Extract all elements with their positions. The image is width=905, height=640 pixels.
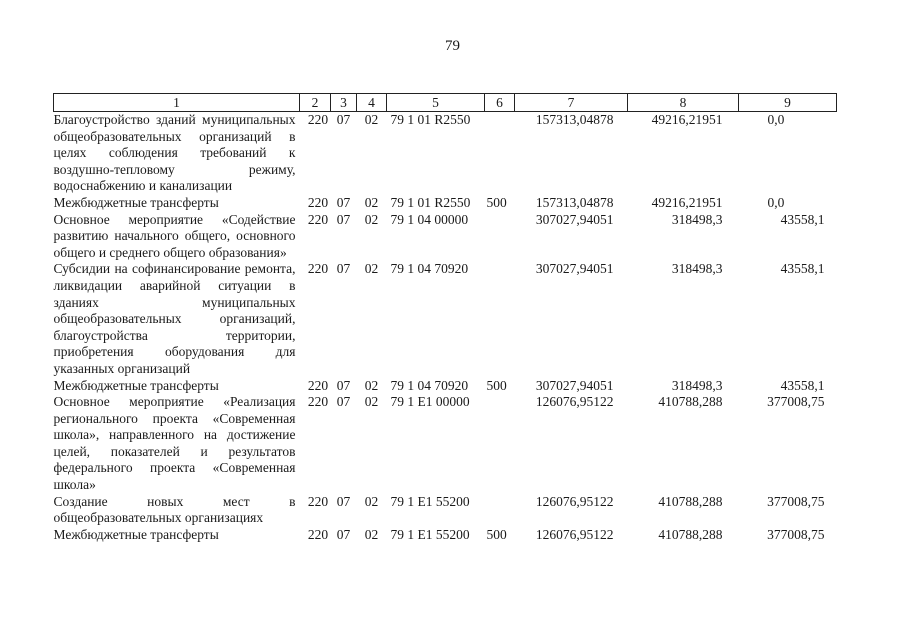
table-row bbox=[54, 261, 837, 377]
cell-c4: 02 bbox=[364, 493, 379, 509]
budget-table bbox=[53, 93, 837, 543]
cell-c6: 500 bbox=[486, 526, 507, 542]
cell-c2: 220 bbox=[307, 112, 329, 127]
cell-c7: 126076,95122 bbox=[535, 526, 614, 542]
cell-c7: 307027,94051 bbox=[535, 261, 614, 277]
row-description: Межбюджетные трансферты bbox=[53, 526, 219, 542]
cell-c8: 318498,3 bbox=[671, 261, 723, 277]
cell-c5: 79 1 04 70920 bbox=[390, 261, 469, 277]
cell-c4: 02 bbox=[364, 526, 379, 542]
table-row bbox=[54, 527, 837, 544]
row-description: Основное мероприятие «Содействие развитию начального общего, основного общего и среднего общего образования» bbox=[53, 211, 296, 260]
cell-c8: 49216,21951 bbox=[651, 194, 723, 210]
col-header-9: 9 bbox=[739, 94, 837, 112]
row-description: Основное мероприятие «Реализация регионального проекта «Современная школа», направленного на достижение целей, показателей и результатов федерального проекта «Современная школа» bbox=[53, 394, 296, 493]
cell-c2: 220 bbox=[307, 493, 329, 509]
cell-c8: 318498,3 bbox=[671, 211, 723, 227]
cell-c4: 02 bbox=[364, 394, 379, 410]
cell-c4: 02 bbox=[364, 377, 379, 393]
table-row bbox=[54, 378, 837, 395]
cell-c6: 500 bbox=[486, 377, 507, 393]
cell-c2: 220 bbox=[307, 377, 329, 393]
cell-c3: 07 bbox=[336, 526, 351, 542]
col-header-5: 5 bbox=[387, 94, 485, 112]
cell-c7: 157313,04878 bbox=[535, 194, 614, 210]
row-description: Межбюджетные трансферты bbox=[53, 194, 219, 210]
cell-c3: 07 bbox=[336, 112, 351, 127]
cell-c5: 79 1 01 R2550 bbox=[390, 112, 471, 127]
cell-c3: 07 bbox=[336, 211, 351, 227]
cell-c3: 07 bbox=[336, 377, 351, 393]
cell-c4: 02 bbox=[364, 112, 379, 127]
row-description: Благоустройство зданий муниципальных общеобразовательных организаций в целях соблюдения требований к воздушно-тепловому режиму, водоснабжению и канализации bbox=[53, 112, 296, 194]
cell-c3: 07 bbox=[336, 261, 351, 277]
cell-c8: 318498,3 bbox=[671, 377, 723, 393]
cell-c2: 220 bbox=[307, 261, 329, 277]
cell-c6 bbox=[485, 212, 515, 262]
table-row bbox=[54, 195, 837, 212]
table-row bbox=[54, 494, 837, 527]
cell-c3: 07 bbox=[336, 194, 351, 210]
cell-c2: 220 bbox=[307, 211, 329, 227]
cell-c9: 0,0 bbox=[767, 112, 785, 127]
col-header-6: 6 bbox=[485, 94, 515, 112]
cell-c5: 79 1 E1 55200 bbox=[390, 493, 470, 509]
cell-c5: 79 1 04 70920 bbox=[390, 377, 469, 393]
cell-c2: 220 bbox=[307, 394, 329, 410]
col-header-1: 1 bbox=[54, 94, 300, 112]
cell-c4: 02 bbox=[364, 261, 379, 277]
header-row bbox=[54, 94, 837, 112]
cell-c6 bbox=[485, 112, 515, 195]
cell-c7: 307027,94051 bbox=[535, 211, 614, 227]
cell-c8: 410788,288 bbox=[658, 394, 723, 410]
cell-c9: 43558,1 bbox=[780, 261, 825, 277]
col-header-4: 4 bbox=[357, 94, 387, 112]
cell-c8: 49216,21951 bbox=[651, 112, 723, 127]
cell-c9: 43558,1 bbox=[780, 377, 825, 393]
cell-c7: 307027,94051 bbox=[535, 377, 614, 393]
cell-c5: 79 1 E1 55200 bbox=[390, 526, 470, 542]
col-header-8: 8 bbox=[628, 94, 739, 112]
cell-c9: 377008,75 bbox=[767, 394, 825, 410]
cell-c6: 500 bbox=[486, 194, 507, 210]
cell-c9: 377008,75 bbox=[767, 493, 825, 509]
col-header-3: 3 bbox=[331, 94, 357, 112]
cell-c5: 79 1 E1 00000 bbox=[390, 394, 470, 410]
cell-c4: 02 bbox=[364, 194, 379, 210]
col-header-7: 7 bbox=[515, 94, 628, 112]
row-description: Создание новых мест в общеобразовательных организациях bbox=[53, 493, 296, 526]
cell-c7: 126076,95122 bbox=[535, 394, 614, 410]
cell-c9: 43558,1 bbox=[780, 211, 825, 227]
row-description: Межбюджетные трансферты bbox=[53, 377, 219, 393]
cell-c6 bbox=[485, 494, 515, 527]
table-row bbox=[54, 394, 837, 494]
cell-c2: 220 bbox=[307, 194, 329, 210]
cell-c4: 02 bbox=[364, 211, 379, 227]
cell-c2: 220 bbox=[307, 526, 329, 542]
table-row bbox=[54, 112, 837, 195]
cell-c6 bbox=[485, 261, 515, 377]
cell-c3: 07 bbox=[336, 493, 351, 509]
cell-c3: 07 bbox=[336, 394, 351, 410]
page-number: 79 bbox=[445, 38, 460, 54]
table-row bbox=[54, 212, 837, 262]
cell-c5: 79 1 01 R2550 bbox=[390, 194, 471, 210]
cell-c9: 377008,75 bbox=[767, 526, 825, 542]
row-description: Субсидии на софинансирование ремонта, ликвидации аварийной ситуации в зданиях муниципальных общеобразовательных организаций, благоустройства территории, приобретения оборудования для указанных организаций bbox=[53, 261, 296, 376]
cell-c7: 126076,95122 bbox=[535, 493, 614, 509]
cell-c7: 157313,04878 bbox=[535, 112, 614, 127]
cell-c6 bbox=[485, 394, 515, 494]
cell-c9: 0,0 bbox=[767, 194, 785, 210]
cell-c8: 410788,288 bbox=[658, 526, 723, 542]
cell-c5: 79 1 04 00000 bbox=[390, 211, 469, 227]
cell-c8: 410788,288 bbox=[658, 493, 723, 509]
col-header-2: 2 bbox=[300, 94, 331, 112]
